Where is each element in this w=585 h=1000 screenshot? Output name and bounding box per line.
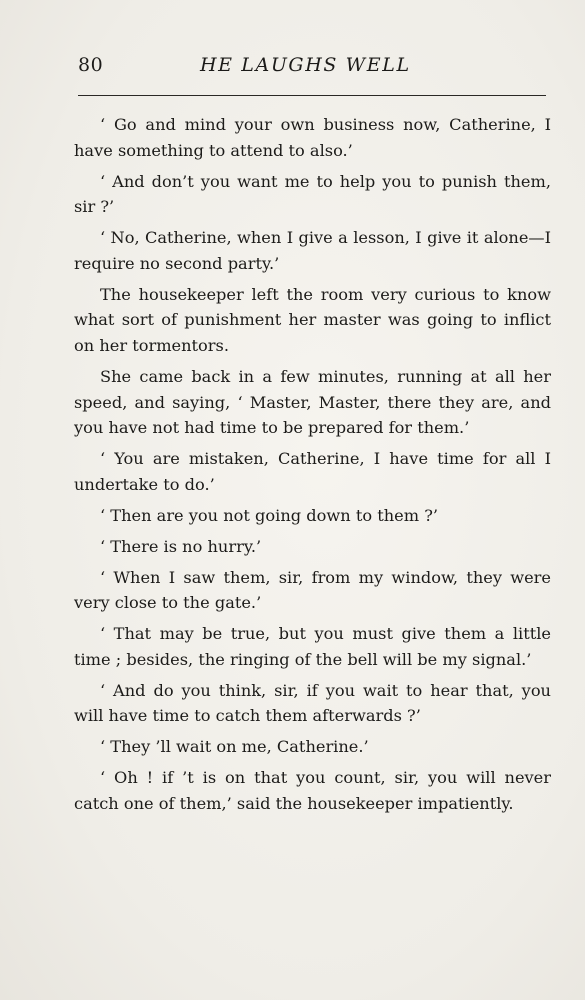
paragraph: ‘ Then are you not going down to them ?’ (100, 505, 439, 525)
paragraph: ‘ When I saw them, sir, from my window, they were very close to the gate.’ (74, 567, 551, 613)
header-rule (78, 95, 546, 96)
paragraph: ‘ Oh ! if ’t is on that you count, sir, you will never catch one of them,’ said the housekeeper impatiently. (74, 768, 551, 813)
paragraph: ‘ Go and mind your own business now, Catherine, I have something to attend to also.’ (74, 115, 551, 160)
paragraph: ‘ You are mistaken, Catherine, I have time for all I undertake to do.’ (74, 449, 551, 494)
paragraph: ‘ They ’ll wait on me, Catherine.’ (100, 737, 369, 757)
body-text (74, 112, 551, 822)
paragraph: The housekeeper left the room very curious to know what sort of punishment her master was going to inflict on her tormentors. (74, 284, 551, 355)
paragraph: ‘ And do you think, sir, if you wait to hear that, you will have time to catch them afterwards ?’ (74, 680, 551, 726)
page-number: 80 (78, 54, 104, 76)
running-head: HE LAUGHS WELL (200, 54, 411, 76)
page-header (78, 52, 546, 82)
paragraph: She came back in a few minutes, running at all her speed, and saying, ‘ Master, Master, there they are, and you have not had time to be prepared for them.’ (74, 366, 551, 438)
paragraph: ‘ And don’t you want me to help you to punish them, sir ?’ (74, 171, 551, 217)
paragraph: ‘ There is no hurry.’ (100, 536, 262, 556)
paragraph: ‘ No, Catherine, when I give a lesson, I give it alone—I require no second party.’ (74, 228, 551, 273)
paragraph: ‘ That may be true, but you must give them a little time ; besides, the ringing of the bell will be my signal.’ (74, 624, 551, 669)
